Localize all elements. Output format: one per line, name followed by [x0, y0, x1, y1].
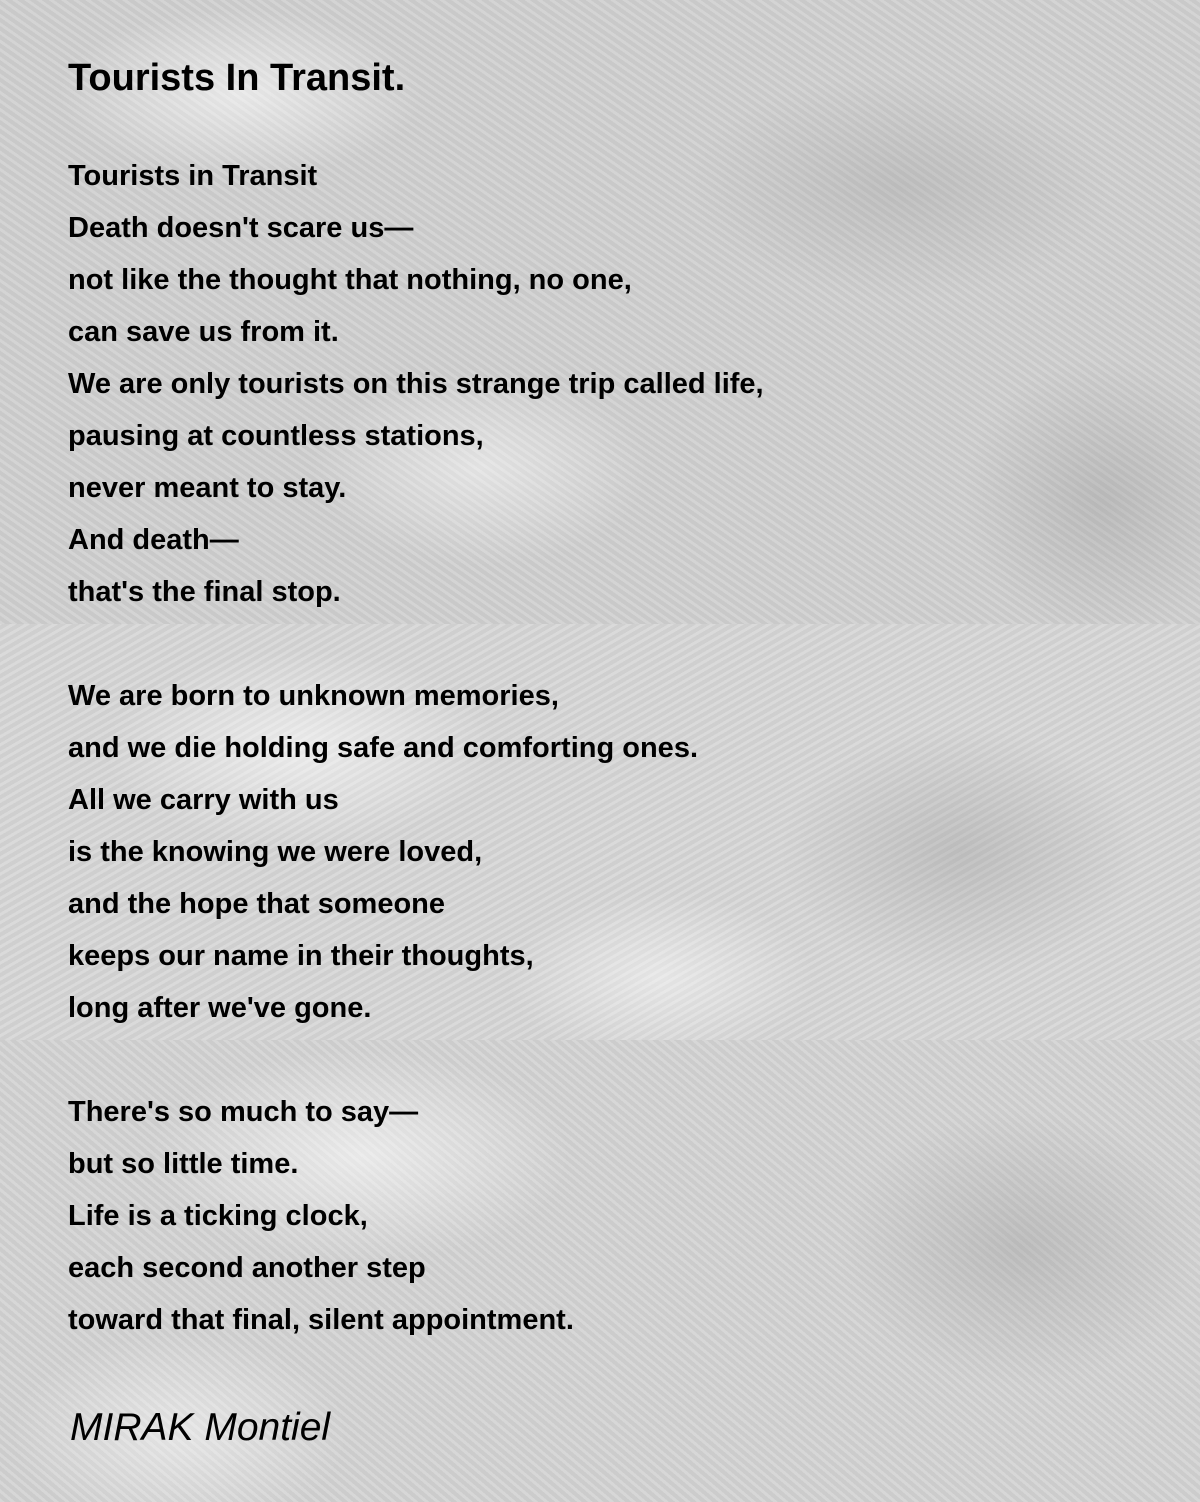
stanza-1	[68, 150, 764, 618]
poem-line: but so little time.	[68, 1148, 299, 1180]
poem-line: pausing at countless stations,	[68, 420, 484, 452]
poem-line: We are only tourists on this strange trip called life,	[68, 368, 764, 400]
poem-line: And death—	[68, 524, 239, 556]
poem-title: Tourists In Transit.	[68, 57, 406, 99]
poem-line: and we die holding safe and comforting ones.	[68, 732, 698, 764]
poem-line: not like the thought that nothing, no one,	[68, 264, 632, 296]
poem-author: MIRAK Montiel	[70, 1406, 331, 1449]
poem-line: that's the final stop.	[68, 576, 341, 608]
poem-line: keeps our name in their thoughts,	[68, 940, 534, 972]
poem-line: We are born to unknown memories,	[68, 680, 559, 712]
poem-line: There's so much to say—	[68, 1096, 419, 1128]
poem-line: can save us from it.	[68, 316, 339, 348]
poem-line: All we carry with us	[68, 784, 339, 816]
poem-line: long after we've gone.	[68, 992, 372, 1024]
poem-line: is the knowing we were loved,	[68, 836, 483, 868]
poem-line: and the hope that someone	[68, 888, 446, 920]
poem-line: never meant to stay.	[68, 472, 347, 504]
stanza-3	[68, 1086, 574, 1346]
poem-line: each second another step	[68, 1252, 426, 1284]
stanza-2	[68, 670, 698, 1034]
poem-line: Life is a ticking clock,	[68, 1200, 368, 1232]
poem-line: Tourists in Transit	[68, 160, 318, 192]
poem-line: Death doesn't scare us—	[68, 212, 414, 244]
poem-line: toward that final, silent appointment.	[68, 1304, 574, 1336]
